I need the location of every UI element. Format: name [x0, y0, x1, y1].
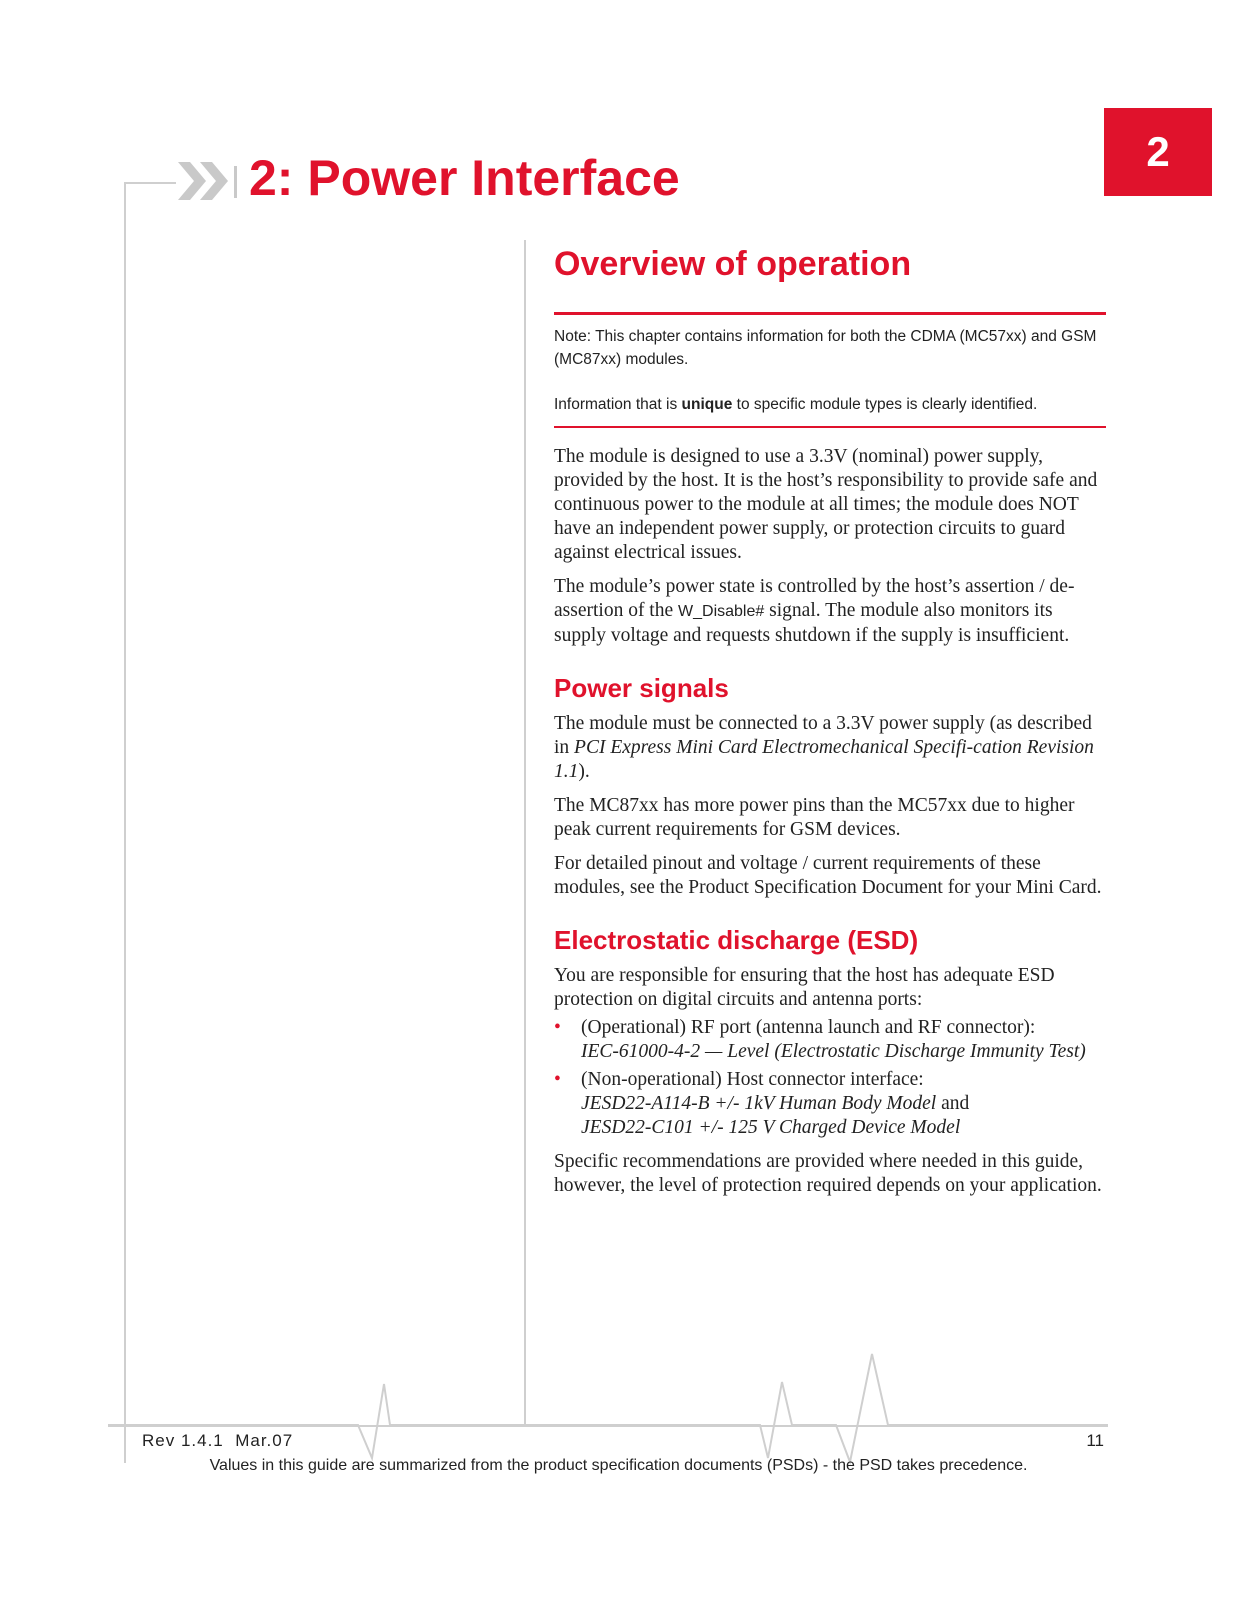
esd-closing: Specific recommendations are provided where needed in this guide, however, the level of protection required depends on your application.: [554, 1151, 1102, 1196]
ps-para1-before: The module must be connected to a 3.3V power supply (as described in: [554, 713, 1092, 758]
note-unique-text: [554, 393, 1106, 416]
section-title-overview: Overview of operation: [554, 245, 912, 283]
list-item: [554, 1068, 1106, 1140]
overview-para2-after: signal. The module also monitors its supply voltage and requests shutdown if the supply is insufficient.: [554, 600, 1070, 646]
frame-left-line: [124, 183, 126, 1463]
section-title-esd: Electrostatic discharge (ESD): [554, 925, 919, 955]
power-signals-body: [554, 712, 1106, 900]
column-divider: [524, 240, 526, 1426]
bullet-standard: JESD22-A114-B +/- 1kV Human Body Model: [581, 1093, 937, 1114]
chevron-arrows-icon: [176, 156, 246, 206]
esd-bullet-list: [554, 1016, 1106, 1140]
footer-revision: Rev 1.4.1 Mar.07: [142, 1431, 294, 1450]
overview-para2-before: The module’s power state is controlled by the host’s assertion / de-assertion of the: [554, 576, 1075, 621]
frame-top-line: [124, 182, 176, 184]
overview-paragraph-2: [554, 575, 1106, 648]
note-text-before: Information that is: [554, 396, 682, 413]
note-text-after: to specific module types is clearly identified.: [732, 396, 1038, 413]
note-bottom-rule: [554, 426, 1106, 428]
bullet-icon: •: [554, 1069, 561, 1090]
main-content: [554, 236, 1106, 1198]
overview-paragraph-1: The module is designed to use a 3.3V (nominal) power supply, provided by the host. It is the host’s responsibility to provide safe and continuous power to the module at all times; the module does NOT have an independent power supply, or protection circuits to guard against electrical issues.: [554, 446, 1098, 563]
footer-rule: [108, 1425, 1108, 1427]
power-signals-paragraph-3: For detailed pinout and voltage / current requirements of these modules, see the Product Specification Document for your Mini Card.: [554, 853, 1102, 898]
power-signals-paragraph-1: [554, 712, 1106, 784]
bullet-and: and: [936, 1093, 970, 1114]
note-top-rule: [554, 312, 1106, 315]
footer-note: Values in this guide are summarized from the product specification documents (PSDs) - the PSD takes precedence.: [209, 1457, 1028, 1474]
signal-name: W_Disable#: [678, 603, 765, 620]
section-title-power-signals: Power signals: [554, 673, 729, 703]
esd-body: [554, 964, 1106, 1198]
bullet-text: (Non-operational) Host connector interface:: [581, 1069, 924, 1090]
note-bold-word: unique: [681, 396, 733, 413]
chapter-title: 2: Power Interface: [249, 150, 680, 206]
bullet-standard: IEC-61000-4-2 — Level (Electrostatic Discharge Immunity Test): [581, 1041, 1086, 1062]
spec-reference: PCI Express Mini Card Electromechanical Specifi-cation Revision 1.1: [554, 737, 1094, 782]
note-text: Note: This chapter contains information for both the CDMA (MC57xx) and GSM (MC87xx) modules.: [554, 328, 1097, 368]
bullet-icon: •: [554, 1017, 561, 1038]
overview-body: [554, 445, 1106, 648]
power-signals-paragraph-2: The MC87xx has more power pins than the MC57xx due to higher peak current requirements for GSM devices.: [554, 795, 1075, 840]
bullet-text: (Operational) RF port (antenna launch and RF connector):: [581, 1017, 1036, 1038]
bullet-standard: JESD22-C101 +/- 125 V Charged Device Model: [581, 1117, 961, 1138]
ps-para1-after: ).: [578, 761, 590, 782]
page-number: 11: [1086, 1431, 1104, 1450]
esd-intro: You are responsible for ensuring that the host has adequate ESD protection on digital circuits and antenna ports:: [554, 965, 1055, 1010]
note-block: [554, 325, 1106, 416]
chapter-number-tab: 2: [1104, 108, 1212, 196]
list-item: [554, 1016, 1106, 1064]
